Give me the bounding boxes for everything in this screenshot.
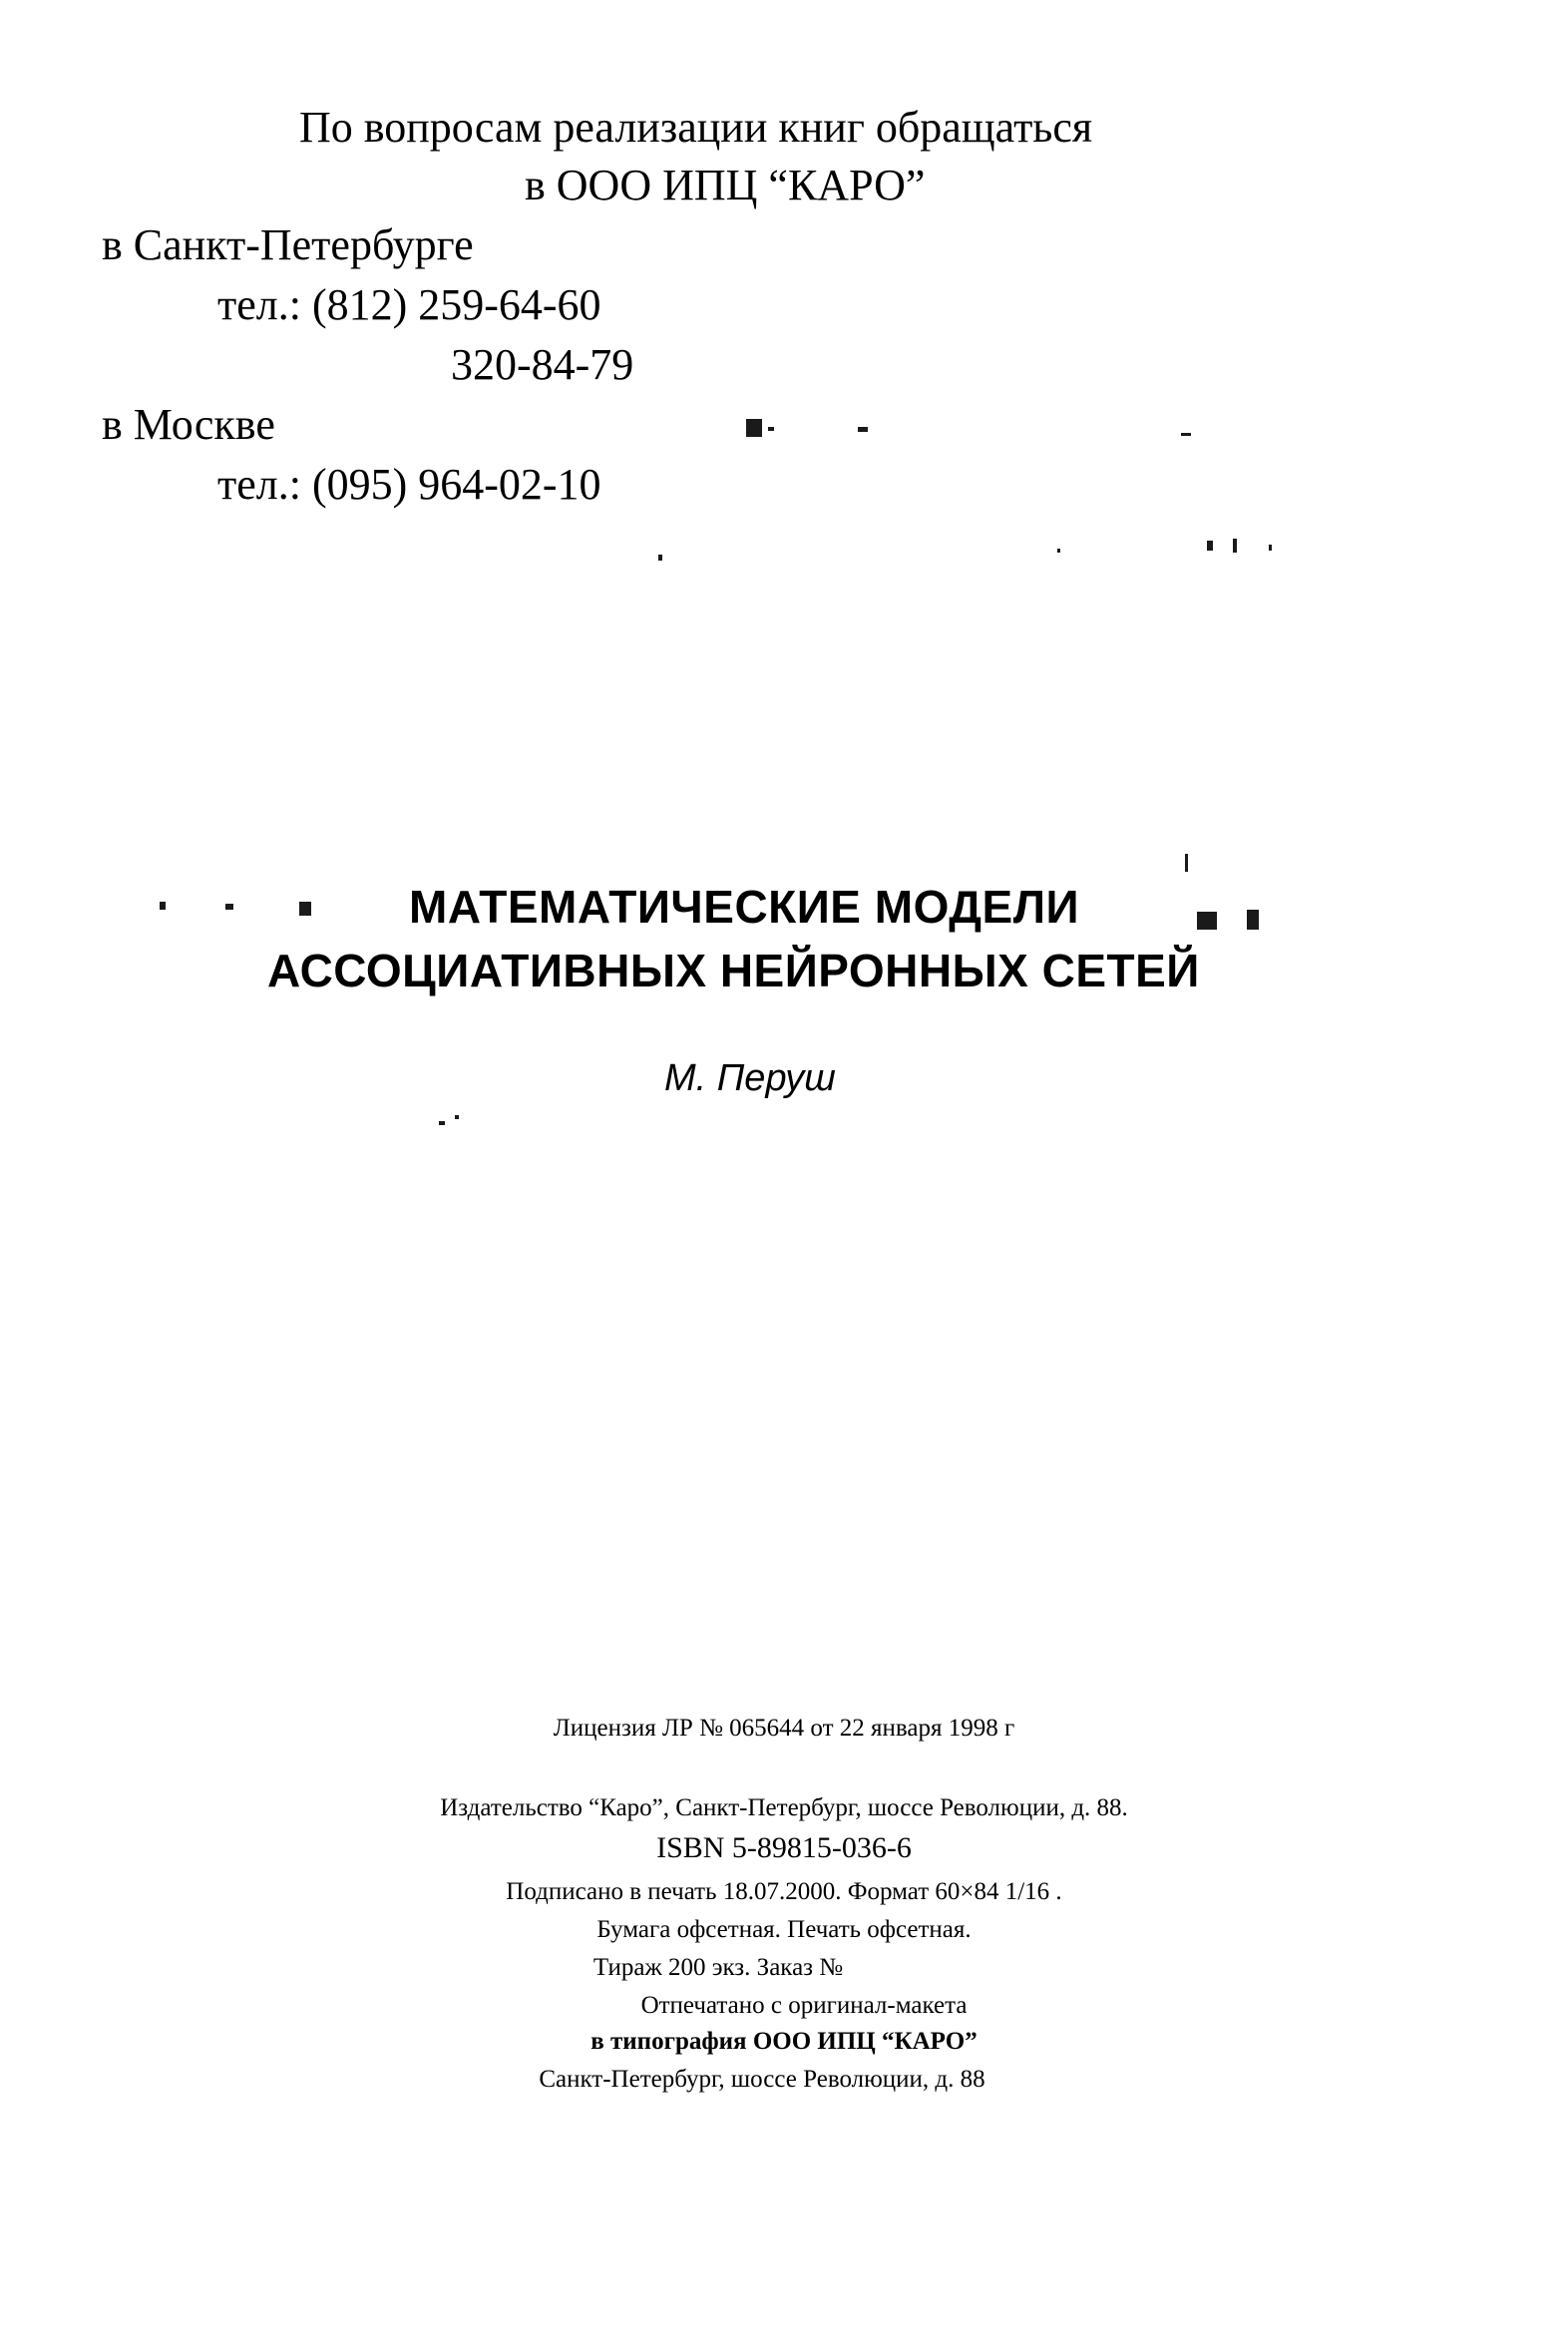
imprint-publisher: Издательство “Каро”, Санкт-Петербург, шоссе Революции, д. 88. xyxy=(440,1794,1128,1821)
imprint-address: Санкт-Петербург, шоссе Революции, д. 88 xyxy=(539,2066,985,2093)
imprint-signed: Подписано в печать 18.07.2000. Формат 60×84 1/16 . xyxy=(506,1878,1062,1905)
spb-phone-1: тел.: (812) 259-64-60 xyxy=(217,280,601,329)
spb-phone-2: 320-84-79 xyxy=(451,340,634,389)
book-title-line2: АССОЦИАТИВНЫХ НЕЙРОННЫХ СЕТЕЙ xyxy=(267,945,1200,996)
moscow-city: в Москве xyxy=(102,400,275,449)
imprint-isbn: ISBN 5-89815-036-6 xyxy=(656,1831,912,1864)
imprint-printed-from: Отпечатано с оригинал-макета xyxy=(640,1992,968,2019)
book-author: М. Перуш xyxy=(664,1057,836,1099)
moscow-phone: тел.: (095) 964-02-10 xyxy=(217,460,601,509)
contact-intro-line2: в ООО ИПЦ “КАРО” xyxy=(525,161,926,209)
imprint-print-run: Тираж 200 экз. Заказ № xyxy=(592,1954,844,1981)
imprint-printing-house: в типография ООО ИПЦ “КАРО” xyxy=(590,2028,978,2055)
imprint-license: Лицензия ЛР № 065644 от 22 января 1998 г xyxy=(553,1715,1015,1742)
spb-city: в Санкт-Петербурге xyxy=(102,220,474,269)
contact-intro-line1: По вопросам реализации книг обращаться xyxy=(299,103,1093,152)
imprint-paper: Бумага офсетная. Печать офсетная. xyxy=(596,1916,972,1943)
book-title-line1: МАТЕМАТИЧЕСКИЕ МОДЕЛИ xyxy=(409,881,1080,933)
